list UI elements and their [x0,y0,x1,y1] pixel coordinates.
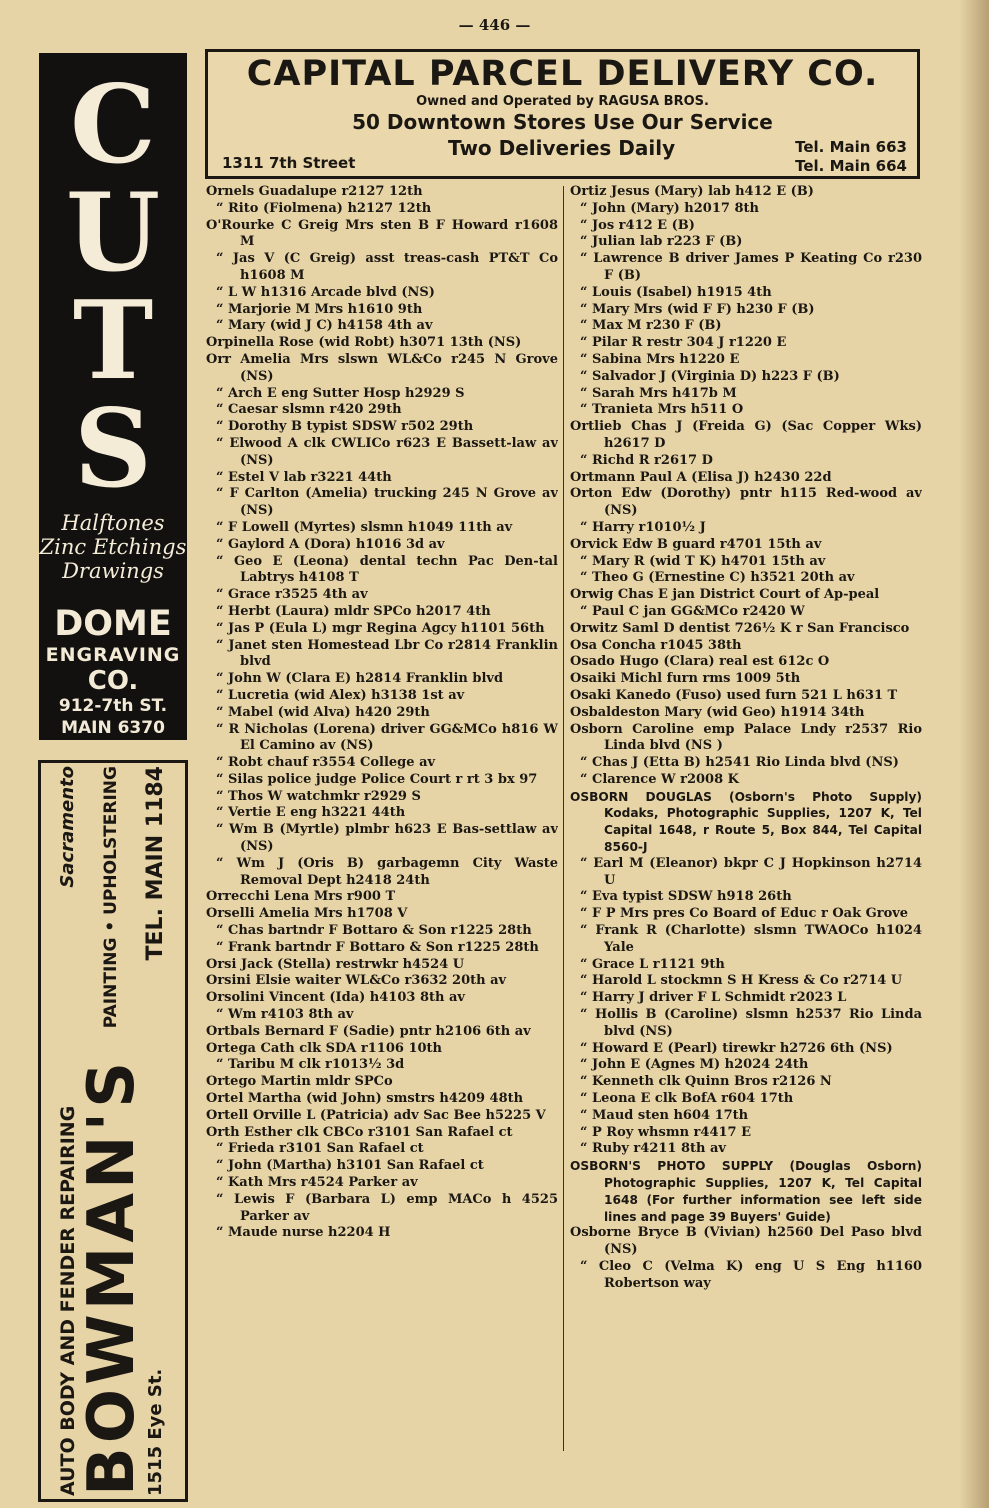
directory-entry: Orton Edw (Dorothy) pntr h115 Red-wood av (NS) [570,486,922,519]
directory-entry: “ Paul C jan GG&MCo r2420 W [580,603,805,619]
directory-entry: “ Julian lab r223 F (B) [580,234,743,250]
capital-parcel-ad [205,49,920,179]
directory-entry: Ortlieb Chas J (Freida G) (Sac Copper Wks) h2617 D [570,419,922,451]
dome-co: CO. [87,666,139,696]
dome-name: DOME [54,604,172,644]
directory-entry: Orselli Amelia Mrs h1708 V [206,906,408,922]
directory-entry: “ Mary Mrs (wid F F) h230 F (B) [580,301,815,317]
directory-entry: “ Frieda r3101 San Rafael ct [216,1141,424,1157]
cuts-word [39,62,187,512]
directory-entry: “ Frank bartndr F Bottaro & Son r1225 28th [216,939,539,955]
directory-entry: “ Thos W watchmkr r2929 S [216,788,421,804]
cuts-letter: C [70,62,156,188]
directory-entry: “ John (Martha) h3101 San Rafael ct [216,1158,484,1174]
directory-entry: “ Kenneth clk Quinn Bros r2126 N [580,1074,832,1090]
bowmans-middle-row [75,766,149,1496]
directory-entry: “ R Nicholas (Lorena) driver GG&MCo h816 W El Camino av (NS) [216,721,558,754]
directory-entry: “ Louis (Isabel) h1915 4th [580,284,772,300]
directory-entry: “ Wm J (Oris B) garbagemn City Waste Removal Dept h2418 24th [216,855,558,888]
directory-entry: Osaki Kanedo (Fuso) used furn 521 L h631 T [570,687,898,703]
page-number: — 446 — [458,16,531,34]
directory-entry: Orrecchi Lena Mrs r900 T [206,889,396,905]
directory-entry: Ortega Cath clk SDA r1106 10th [206,1040,443,1056]
capital-title: CAPITAL PARCEL DELIVERY CO. [246,54,879,94]
capital-deliveries: Two Deliveries Daily [448,136,676,160]
directory-entry: “ Arch E eng Sutter Hosp h2929 S [216,385,465,401]
directory-entry: “ Sarah Mrs h417b M [580,385,737,401]
capital-owned: Owned and Operated by RAGUSA BROS. [416,94,709,109]
dome-services [39,511,187,583]
directory-entry: “ Grace r3525 4th av [216,587,368,603]
dome-phone: MAIN 6370 [61,718,165,738]
directory-entry: “ Leona E clk BofA r604 17th [580,1091,794,1107]
directory-entry: “ Chas J (Etta B) h2541 Rio Linda blvd (NS) [580,755,899,771]
directory-entry: Osado Hugo (Clara) real est 612c O [570,654,830,670]
directory-entry: “ Theo G (Ernestine C) h3521 20th av [580,570,855,586]
directory-entry: “ Hollis B (Caroline) slsmn h2537 Rio Linda blvd (NS) [580,1007,922,1039]
directory-entry: Orth Esther clk CBCo r3101 San Rafael ct [206,1124,513,1140]
directory-entry: “ Eva typist SDSW h918 26th [580,889,792,905]
directory-entry: O'Rourke C Greig Mrs sten B F Howard r1608 M [206,217,558,250]
directory-entry: “ Pilar R restr 304 J r1220 E [580,335,787,351]
directory-entry: “ Marjorie M Mrs h1610 9th [216,301,423,317]
dome-engraving: ENGRAVING [45,644,181,666]
directory-entry: “ Lucretia (wid Alex) h3138 1st av [216,687,465,703]
directory-entry: “ Dorothy B typist SDSW r502 29th [216,419,474,435]
capital-slogan: 50 Downtown Stores Use Our Service [352,110,773,134]
directory-entry: “ Lawrence B driver James P Keating Co r230 F (B) [580,251,922,283]
directory-column-right [570,184,922,1504]
directory-entry: “ Elwood A clk CWLICo r623 E Bassett-law av (NS) [216,435,558,468]
directory-entry: Ornels Guadalupe r2127 12th [206,184,423,199]
directory-entry: “ Estel V lab r3221 44th [216,469,392,485]
directory-entry: “ Lewis F (Barbara L) emp MACo h 4525 Parker av [216,1191,558,1224]
bowmans-bottom-row [142,766,170,1496]
directory-entry: “ Taribu M clk r1013½ 3d [216,1057,405,1073]
dome-service-halftones: Halftones [61,511,165,535]
directory-entry: Ortmann Paul A (Elisa J) h2430 22d [570,469,832,485]
directory-entry: Osaiki Michl furn rms 1009 5th [570,671,801,687]
page-edge-shadow [959,0,989,1508]
directory-entry: “ Caesar slsmn r420 29th [216,402,402,418]
directory-entry: Osbaldeston Mary (wid Geo) h1914 34th [570,704,865,720]
directory-entry: “ Salvador J (Virginia D) h223 F (B) [580,368,840,384]
directory-entry: Orpinella Rose (wid Robt) h3071 13th (NS) [206,335,522,351]
directory-entry: “ Frank R (Charlotte) slsmn TWAOCo h1024 Yale [580,923,922,955]
bowmans-services: PAINTING • UPHOLSTERING [101,766,121,1029]
directory-entry: “ Grace L r1121 9th [580,956,725,972]
directory-entry: “ Cleo C (Velma K) eng U S Eng h1160 Robertson way [580,1259,922,1291]
dome-engraving-ad [39,53,187,740]
directory-entry: “ F Lowell (Myrtes) slsmn h1049 11th av [216,519,513,535]
directory-entry: “ Geo E (Leona) dental techn Pac Den-tal Labtrys h4108 T [216,553,558,586]
directory-entry: Orsini Elsie waiter WL&Co r3632 20th av [206,973,507,989]
bowmans-ad [38,760,188,1502]
directory-entry: Ortel Martha (wid John) smstrs h4209 48th [206,1091,524,1107]
directory-entry: Ortego Martin mldr SPCo [206,1074,393,1090]
directory-entry: “ Janet sten Homestead Lbr Co r2814 Franklin blvd [216,637,558,670]
directory-entry: “ Mary R (wid T K) h4701 15th av [580,553,826,569]
directory-entry: Osborne Bryce B (Vivian) h2560 Del Paso blvd (NS) [570,1225,922,1258]
dome-service-zinc: Zinc Etchings [39,535,187,559]
directory-entry: “ Earl M (Eleanor) bkpr C J Hopkinson h2714 U [580,855,922,888]
directory-entry: Ortiz Jesus (Mary) lab h412 E (B) [570,184,814,199]
directory-entry: “ Max M r230 F (B) [580,318,722,334]
directory-column-left [206,184,558,1504]
directory-entry: “ John W (Clara E) h2814 Franklin blvd [216,671,504,687]
directory-entry: “ Richd R r2617 D [580,452,713,468]
directory-entry: Ortell Orville L (Patricia) adv Sac Bee h5225 V [206,1107,546,1123]
column-divider [563,186,564,1451]
directory-entry: “ Sabina Mrs h1220 E [580,351,740,367]
bowmans-service-line: AUTO BODY AND FENDER REPAIRING [57,1105,79,1496]
directory-entry: Orwig Chas E jan District Court of Ap-peal [570,587,880,603]
directory-entry: “ Robt chauf r3554 College av [216,755,436,771]
capital-phones [795,138,907,176]
directory-entry: “ Jas V (C Greig) asst treas-cash PT&T Co h1608 M [216,251,558,283]
directory-entry: “ L W h1316 Arcade blvd (NS) [216,284,435,300]
directory-entry: “ Wm r4103 8th av [216,1007,354,1023]
directory-entry: “ F Carlton (Amelia) trucking 245 N Grove av (NS) [216,486,558,519]
directory-entry: “ P Roy whsmn r4417 E [580,1124,752,1140]
directory-entry: “ Gaylord A (Dora) h1016 3d av [216,536,445,552]
directory-entry: “ Herbt (Laura) mldr SPCo h2017 4th [216,603,491,619]
directory-entry: Ortbals Bernard F (Sadie) pntr h2106 6th av [206,1023,531,1039]
cuts-letter: S [74,386,152,512]
bowmans-ad-content [45,766,181,1496]
directory-entry: “ Vertie E eng h3221 44th [216,805,406,821]
cuts-letter: T [72,278,154,404]
directory-entry: “ Maud sten h604 17th [580,1107,749,1123]
directory-entry: “ Tranieta Mrs h511 O [580,402,744,418]
dome-service-drawings: Drawings [62,559,164,583]
directory-entry: “ Rito (Fiolmena) h2127 12th [216,200,432,216]
directory-entry: “ Mabel (wid Alva) h420 29th [216,704,430,720]
directory-entry: “ Silas police judge Police Court r rt 3 bx 97 [216,771,538,787]
capital-address: 1311 7th Street [222,154,356,172]
directory-entry: “ Ruby r4211 8th av [580,1141,726,1157]
directory-entry: “ Maude nurse h2204 H [216,1225,391,1241]
directory-entry: “ Harold L stockmn S H Kress & Co r2714 U [580,973,903,989]
capital-phone-2: Tel. Main 664 [795,157,907,175]
directory-entry: “ Clarence W r2008 K [580,771,739,787]
directory-entry: Orr Amelia Mrs slswn WL&Co r245 N Grove (NS) [206,351,558,384]
directory-entry: “ John E (Agnes M) h2024 24th [580,1057,809,1073]
directory-entry: OSBORN DOUGLAS (Osborn's Photo Supply) Kodaks, Photographic Supplies, 1207 K, Tel Capital 1648, r Route 5, Box 844, Tel Capital 8560-J [570,789,922,855]
directory-entry: “ Jas P (Eula L) mgr Regina Agcy h1101 56th [216,620,545,636]
cuts-letter: U [65,170,161,296]
bowmans-address: 1515 Eye St. [145,1368,166,1496]
directory-entry: “ Howard E (Pearl) tirewkr h2726 6th (NS) [580,1040,893,1056]
directory-entry: “ Chas bartndr F Bottaro & Son r1225 28th [216,923,532,939]
directory-entry: Orsolini Vincent (Ida) h4103 8th av [206,990,465,1006]
dome-address: 912-7th ST. [58,696,168,716]
directory-entry: “ F P Mrs pres Co Board of Educ r Oak Grove [580,906,909,922]
directory-entry: Orvick Edw B guard r4701 15th av [570,536,822,552]
capital-phone-1: Tel. Main 663 [795,138,907,156]
directory-entry: Orwitz Saml D dentist 726½ K r San Francisco [570,620,910,636]
directory-entry: “ Kath Mrs r4524 Parker av [216,1175,418,1191]
directory-entry: Osborn Caroline emp Palace Lndy r2537 Rio Linda blvd (NS ) [570,721,922,754]
directory-entry: “ Wm B (Myrtle) plmbr h623 E Bas-settlaw av (NS) [216,822,558,855]
directory-entry: “ Jos r412 E (B) [580,217,695,233]
directory-entry: “ Harry J driver F L Schmidt r2023 L [580,990,847,1006]
directory-entry: “ Mary (wid J C) h4158 4th av [216,318,433,334]
bowmans-name: BOWMAN'S [75,1057,149,1496]
directory-entry: Osa Concha r1045 38th [570,637,742,653]
bowmans-city: Sacramento [57,766,78,888]
directory-entry: “ Harry r1010½ J [580,519,706,535]
directory-entry: OSBORN'S PHOTO SUPPLY (Douglas Osborn) Photographic Supplies, 1207 K, Tel Capital 1648 (For further information see left side lines and page 39 Buyers' Guide) [570,1159,922,1224]
bowmans-phone: TEL. MAIN 1184 [143,766,168,961]
directory-entry: “ John (Mary) h2017 8th [580,200,759,216]
directory-entry: Orsi Jack (Stella) restrwkr h4524 U [206,956,465,972]
